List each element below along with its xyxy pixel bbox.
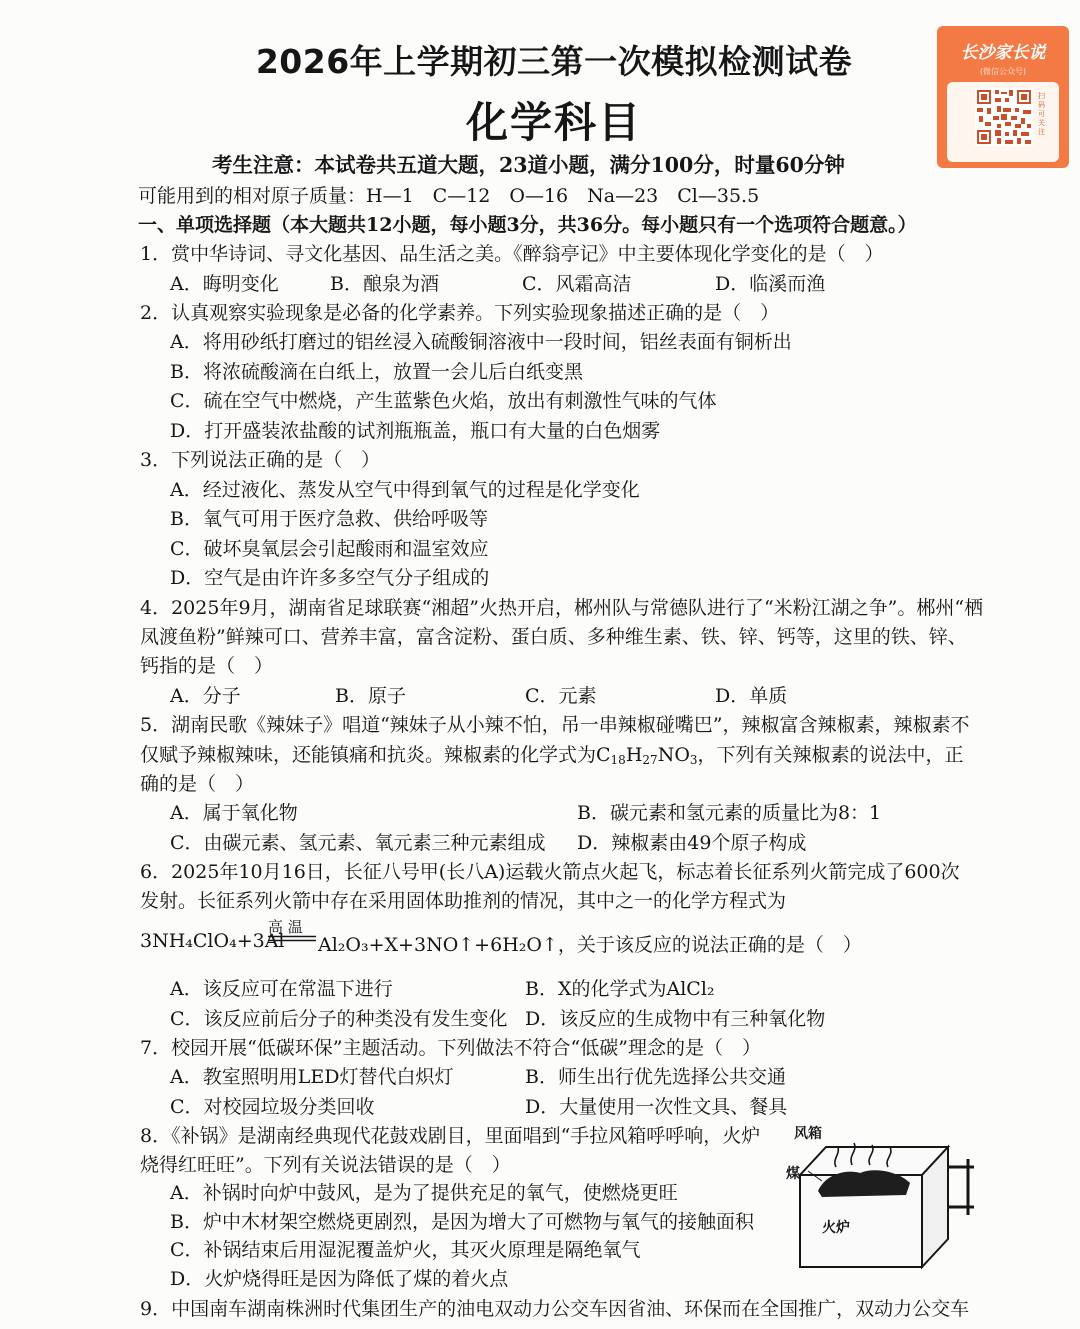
q3-option-c: C．破坏臭氧层会引起酸雨和温室效应	[170, 538, 489, 560]
section-heading: 一、单项选择题（本大题共12小题，每小题3分，共36分。每小题只有一个选项符合题意。）	[138, 214, 917, 236]
q3-option-a: A．经过液化、蒸发从空气中得到氧气的过程是化学变化	[170, 479, 640, 501]
q7-option-c: C．对校园垃圾分类回收	[170, 1096, 375, 1118]
q8-stem-line2: 烧得红旺旺”。下列有关说法错误的是（ ）	[140, 1154, 511, 1176]
q5-option-c: C．由碳元素、氢元素、氧元素三种元素组成	[170, 832, 546, 854]
q5-stem-line3: 确的是（ ）	[140, 773, 255, 795]
q2-option-a: A．将用砂纸打磨过的铝丝浸入硫酸铜溶液中一段时间，铝丝表面有铜析出	[170, 331, 792, 353]
atomic-masses: 可能用到的相对原子质量：H—1 C—12 O—16 Na—23 Cl—35.5	[138, 185, 760, 207]
exam-title: 2026年上学期初三第一次模拟检测试卷	[255, 42, 853, 81]
exam-notice: 考生注意：本试卷共五道大题，23道小题，满分100分，时量60分钟	[212, 153, 845, 177]
q4-option-c: C．元素	[525, 685, 597, 707]
q3-stem: 3．下列说法正确的是（ ）	[140, 449, 381, 471]
badge-side-text: 扫码可关注	[1038, 92, 1045, 136]
fig-label-furnace: 火炉	[822, 1220, 850, 1236]
badge-subtitle: (微信公众号)	[979, 67, 1027, 76]
q8-option-a: A．补锅时向炉中鼓风，是为了提供充足的氧气，使燃烧更旺	[170, 1182, 678, 1204]
q4-stem-line1: 4．2025年9月，湖南省足球联赛“湘超”火热开启，郴州队与常德队进行了“米粉江湖之争”。郴州“栖	[140, 597, 984, 619]
q5-no: NO	[657, 744, 690, 766]
q5-option-d: D．辣椒素由49个原子构成	[577, 832, 807, 854]
q8-option-d: D．火炉烧得旺是因为降低了煤的着火点	[170, 1268, 509, 1290]
fig-label-coal: 煤	[786, 1166, 800, 1182]
q5-stem-line1: 5．湖南民歌《辣妹子》唱道“辣妹子从小辣不怕，吊一串辣椒碰嘴巴”，辣椒富含辣椒素，辣椒素不	[140, 714, 970, 736]
q6-reaction-condition: 高 温	[268, 918, 303, 936]
q5-option-b: B．碳元素和氢元素的质量比为8：1	[577, 802, 882, 824]
q2-option-d: D．打开盛装浓盐酸的试剂瓶瓶盖，瓶口有大量的白色烟雾	[170, 420, 661, 442]
q1-option-a: A．晦明变化	[170, 273, 279, 295]
q7-option-a: A．教室照明用LED灯替代白炽灯	[170, 1066, 454, 1088]
q1-stem: 1．赏中华诗词、寻文化基因、品生活之美。《醉翁亭记》中主要体现化学变化的是（ ）	[140, 243, 884, 265]
q1-option-c: C．风霜高洁	[522, 273, 632, 295]
q1-option-d: D．临溪而渔	[715, 273, 826, 295]
q5-stem-line2	[140, 740, 964, 767]
q5-line2-post: ，下列有关辣椒素的说法中，正	[697, 744, 964, 766]
fig-label-bellows: 风箱	[794, 1126, 822, 1142]
q5-sub-c: 18	[610, 753, 626, 767]
q1-option-b: B．酿泉为酒	[330, 273, 439, 295]
q8-stem-line1: 8．《补锅》是湖南经典现代花鼓戏剧目，里面唱到“手拉风箱呼呼响，火炉	[140, 1125, 761, 1147]
q3-option-b: B．氧气可用于医疗急救、供给呼吸等	[170, 508, 488, 530]
q6-option-d: D．该反应的生成物中有三种氧化物	[525, 1008, 826, 1030]
q7-option-b: B．师生出行优先选择公共交通	[525, 1066, 786, 1088]
q8-option-c: C．补锅结束后用湿泥覆盖炉火，其灭火原理是隔绝氧气	[170, 1239, 641, 1261]
q3-option-d: D．空气是由许许多多空气分子组成的	[170, 567, 490, 589]
q7-stem: 7．校园开展“低碳环保”主题活动。下列做法不符合“低碳”理念的是（ ）	[140, 1037, 761, 1059]
subject-title: 化学科目	[465, 98, 642, 147]
wechat-badge	[937, 26, 1069, 168]
q4-stem-line3: 钙指的是（ ）	[140, 655, 274, 677]
q6-stem-line1: 6．2025年10月16日，长征八号甲(长八A)运载火箭点火起飞，标志着长征系列火箭完成了600次	[140, 861, 960, 883]
q5-sub-h: 27	[642, 753, 658, 767]
q2-stem: 2．认真观察实验现象是必备的化学素养。下列实验现象描述正确的是（ ）	[140, 302, 780, 324]
q6-stem-line2: 发射。长征系列火箭中存在采用固体助推剂的情况，其中之一的化学方程式为	[140, 890, 787, 912]
q6-equation-left: 3NH₄ClO₄+3Al	[140, 930, 285, 952]
q4-stem-line2: 凤渡鱼粉”鲜辣可口、营养丰富，富含淀粉、蛋白质、多种维生素、铁、锌、钙等，这里的铁、锌、	[140, 626, 967, 648]
q4-option-b: B．原子	[335, 685, 406, 707]
q6-option-c: C．该反应前后分子的种类没有发生变化	[170, 1008, 508, 1030]
q5-option-a: A．属于氧化物	[170, 802, 298, 824]
furnace-figure	[778, 1115, 978, 1279]
q2-option-b: B．将浓硫酸滴在白纸上，放置一会儿后白纸变黑	[170, 361, 583, 383]
badge-title: 长沙家长说	[960, 43, 1046, 63]
q4-option-d: D．单质	[715, 685, 788, 707]
q8-option-b: B．炉中木材架空燃烧更剧烈，是因为增大了可燃物与氧气的接触面积	[170, 1211, 754, 1233]
q5-h: H	[625, 744, 643, 766]
qr-code-icon	[975, 88, 1033, 146]
q6-option-b: B．X的化学式为AlCl₂	[525, 978, 715, 1000]
q9-stem-line1: 9．中国南车湖南株洲时代集团生产的油电双动力公交车因省油、环保而在全国推广，双动力公交车	[140, 1298, 970, 1320]
q2-option-c: C．硫在空气中燃烧，产生蓝紫色火焰，放出有刺激性气味的气体	[170, 390, 717, 412]
q5-line2-pre: 仅赋予辣椒辣味，还能镇痛和抗炎。辣椒素的化学式为C	[140, 744, 611, 766]
q7-option-d: D．大量使用一次性文具、餐具	[525, 1096, 788, 1118]
q6-option-a: A．该反应可在常温下进行	[170, 978, 393, 1000]
q6-equation-right: Al₂O₃+X+3NO↑+6H₂O↑，关于该反应的说法正确的是（ ）	[318, 934, 862, 956]
q5-sub-o: 3	[689, 753, 698, 767]
q4-option-a: A．分子	[170, 685, 241, 707]
